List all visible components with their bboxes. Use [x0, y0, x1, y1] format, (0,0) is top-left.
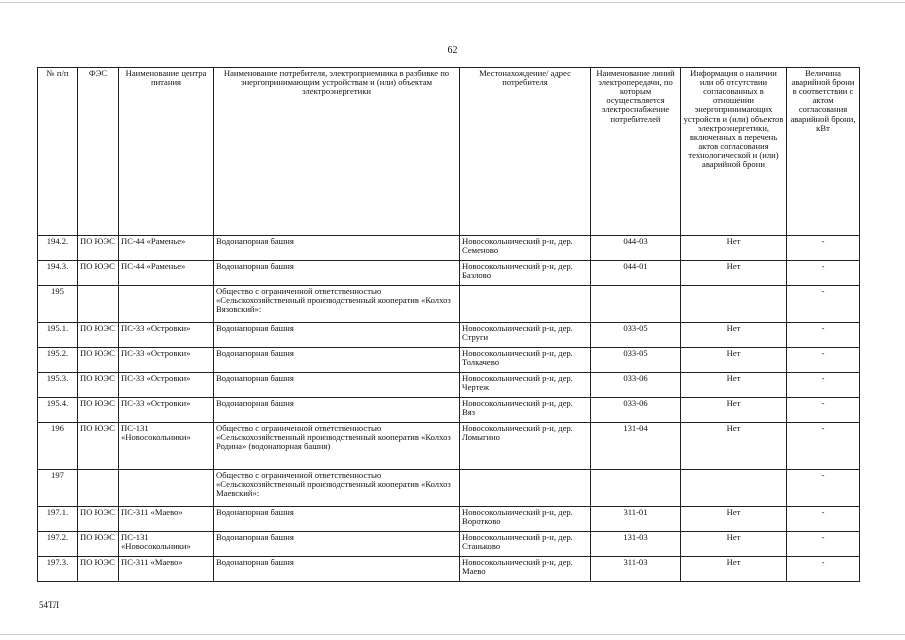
row-agreement-info: Нет — [681, 423, 787, 470]
row-power-center: ПС-33 «Островки» — [119, 373, 214, 398]
row-reserve-value: - — [787, 507, 860, 532]
row-reserve-value: - — [787, 236, 860, 261]
row-location: Новосокольнический р-н, дер. Семеново — [460, 236, 591, 261]
row-reserve-value: - — [787, 261, 860, 286]
row-num: 195.2. — [38, 348, 78, 373]
header-num: № п/п — [38, 68, 78, 236]
row-consumer: Водонапорная башня — [214, 348, 460, 373]
row-num: 196 — [38, 423, 78, 470]
row-agreement-info: Нет — [681, 236, 787, 261]
row-power-line: 033-06 — [591, 398, 681, 423]
row-agreement-info: Нет — [681, 261, 787, 286]
row-location: Новосокольнический р-н, дер. Чертеж — [460, 373, 591, 398]
row-fes: ПО ЮЭС — [78, 507, 119, 532]
row-fes: ПО ЮЭС — [78, 373, 119, 398]
row-fes: ПО ЮЭС — [78, 423, 119, 470]
row-power-center: ПС-44 «Раменье» — [119, 261, 214, 286]
header-reserve-value: Величина аварийной брони в соответствии с актом согласования аварийной брони, кВт — [787, 68, 860, 236]
row-fes — [78, 470, 119, 507]
scan-edge-bottom — [0, 634, 905, 635]
row-location — [460, 470, 591, 507]
row-power-line: 131-04 — [591, 423, 681, 470]
table-row — [38, 470, 860, 507]
page-number: 62 — [447, 45, 458, 56]
row-location — [460, 286, 591, 323]
row-consumer: Водонапорная башня — [214, 323, 460, 348]
row-consumer: Водонапорная башня — [214, 236, 460, 261]
row-consumer: Водонапорная башня — [214, 557, 460, 582]
header-power-line: Наименование линий электропередачи, по которым осуществляется электроснабжение потребителей — [591, 68, 681, 236]
row-consumer: Водонапорная башня — [214, 398, 460, 423]
row-reserve-value: - — [787, 557, 860, 582]
row-consumer: Общество с ограниченной ответственностью «Сельскохозяйственный производственный кооператив «Колхоз Родина» (водонапорная башня) — [214, 423, 460, 470]
row-power-center: ПС-44 «Раменье» — [119, 236, 214, 261]
row-num: 197.3. — [38, 557, 78, 582]
table-row — [38, 261, 860, 286]
row-power-center — [119, 470, 214, 507]
row-agreement-info: Нет — [681, 323, 787, 348]
header-power-center: Наименование центра питания — [119, 68, 214, 236]
row-reserve-value: - — [787, 348, 860, 373]
table-row — [38, 236, 860, 261]
row-power-line — [591, 286, 681, 323]
row-location: Новосокольнический р-н, дер. Толкачево — [460, 348, 591, 373]
row-num: 194.3. — [38, 261, 78, 286]
row-location: Новосокольнический р-н, дер. Станьково — [460, 532, 591, 557]
row-reserve-value: - — [787, 532, 860, 557]
row-num: 195.4. — [38, 398, 78, 423]
row-agreement-info: Нет — [681, 398, 787, 423]
row-num: 197.1. — [38, 507, 78, 532]
header-agreement-info: Информация о наличии или об отсутствии согласованных в отношении энергопринимающих устройств и (или) объектов электроэнергетики, включенных в перечень актов согласования технологической и (или) аварийной брони — [681, 68, 787, 236]
row-fes: ПО ЮЭС — [78, 348, 119, 373]
table-row — [38, 557, 860, 582]
table-row — [38, 348, 860, 373]
footer-code: 54ТЛ — [39, 600, 60, 610]
row-consumer: Водонапорная башня — [214, 261, 460, 286]
row-consumer: Водонапорная башня — [214, 532, 460, 557]
row-fes: ПО ЮЭС — [78, 532, 119, 557]
row-consumer: Общество с ограниченной ответственностью «Сельскохозяйственный производственный кооператив «Колхоз Вязовский»: — [214, 286, 460, 323]
row-power-line: 033-05 — [591, 323, 681, 348]
row-power-line: 044-01 — [591, 261, 681, 286]
row-location: Новосокольнический р-н, дер. Вяз — [460, 398, 591, 423]
row-consumer: Водонапорная башня — [214, 373, 460, 398]
row-power-line: 311-01 — [591, 507, 681, 532]
row-power-line: 131-03 — [591, 532, 681, 557]
row-num: 195.3. — [38, 373, 78, 398]
row-num: 195 — [38, 286, 78, 323]
row-location: Новосокольнический р-н, дер. Маево — [460, 557, 591, 582]
scan-edge-top — [0, 2, 905, 3]
row-agreement-info: Нет — [681, 557, 787, 582]
row-num: 197.2. — [38, 532, 78, 557]
row-location: Новосокольнический р-н, дер. Ломыгино — [460, 423, 591, 470]
row-power-center — [119, 286, 214, 323]
header-consumer: Наименование потребителя, электроприемника в разбивке по энергопринимающим устройствам и (или) объектам электроэнергетики — [214, 68, 460, 236]
row-power-line: 033-06 — [591, 373, 681, 398]
row-consumer: Общество с ограниченной ответственностью «Сельскохозяйственный производственный кооператив «Колхоз Маевский»: — [214, 470, 460, 507]
row-agreement-info — [681, 286, 787, 323]
reservation-table — [37, 67, 860, 582]
row-fes: ПО ЮЭС — [78, 557, 119, 582]
row-consumer: Водонапорная башня — [214, 507, 460, 532]
row-reserve-value: - — [787, 470, 860, 507]
table-row — [38, 507, 860, 532]
header-location: Местонахождение/ адрес потребителя — [460, 68, 591, 236]
row-location: Новосокольнический р-н, дер. Струги — [460, 323, 591, 348]
row-power-center: ПС-311 «Маево» — [119, 557, 214, 582]
row-power-center: ПС-33 «Островки» — [119, 348, 214, 373]
row-num: 194.2. — [38, 236, 78, 261]
row-agreement-info: Нет — [681, 373, 787, 398]
row-reserve-value: - — [787, 423, 860, 470]
table-row — [38, 532, 860, 557]
row-num: 195.1. — [38, 323, 78, 348]
row-location: Новосокольнический р-н, дер. Воротково — [460, 507, 591, 532]
row-fes: ПО ЮЭС — [78, 236, 119, 261]
row-power-center: ПС-131 «Новосокольники» — [119, 423, 214, 470]
table-row — [38, 423, 860, 470]
row-num: 197 — [38, 470, 78, 507]
row-fes: ПО ЮЭС — [78, 398, 119, 423]
row-location: Новосокольнический р-н, дер. Базлово — [460, 261, 591, 286]
header-fes: ФЭС — [78, 68, 119, 236]
row-power-center: ПС-33 «Островки» — [119, 323, 214, 348]
table-row — [38, 286, 860, 323]
table-row — [38, 323, 860, 348]
row-agreement-info — [681, 470, 787, 507]
row-reserve-value: - — [787, 373, 860, 398]
row-fes: ПО ЮЭС — [78, 323, 119, 348]
row-power-center: ПС-311 «Маево» — [119, 507, 214, 532]
row-power-line: 311-03 — [591, 557, 681, 582]
row-power-center: ПС-33 «Островки» — [119, 398, 214, 423]
row-agreement-info: Нет — [681, 507, 787, 532]
row-power-line: 044-03 — [591, 236, 681, 261]
table-row — [38, 398, 860, 423]
row-power-center: ПС-131 «Новосокольники» — [119, 532, 214, 557]
row-fes — [78, 286, 119, 323]
table-header-row — [38, 68, 860, 236]
row-fes: ПО ЮЭС — [78, 261, 119, 286]
row-agreement-info: Нет — [681, 348, 787, 373]
row-agreement-info: Нет — [681, 532, 787, 557]
row-reserve-value: - — [787, 286, 860, 323]
row-reserve-value: - — [787, 323, 860, 348]
row-power-line — [591, 470, 681, 507]
row-power-line: 033-05 — [591, 348, 681, 373]
row-reserve-value: - — [787, 398, 860, 423]
table-row — [38, 373, 860, 398]
